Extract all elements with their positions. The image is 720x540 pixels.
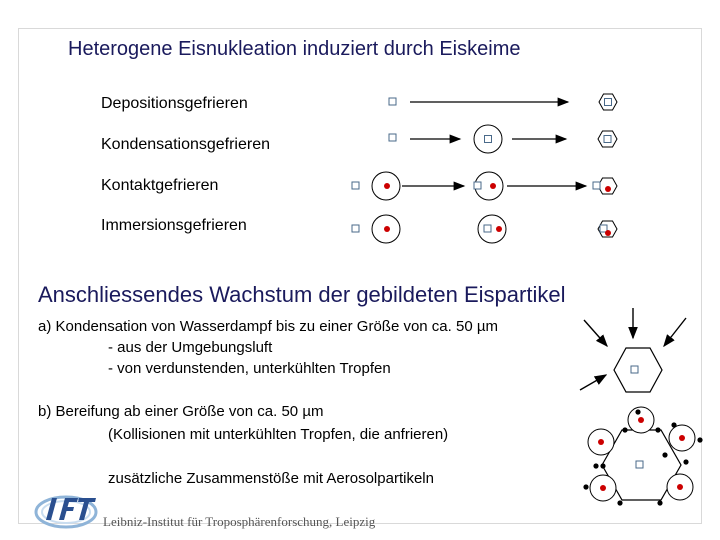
droplet-dot	[605, 186, 611, 192]
droplet-dot	[384, 183, 390, 189]
arrow-icon	[664, 318, 686, 346]
arrow-icon	[580, 375, 606, 390]
droplet-dot	[679, 435, 685, 441]
ice-nucleus-icon	[631, 366, 638, 373]
ice-nucleus-icon	[352, 225, 359, 232]
label-kondensationsgefrieren: Kondensationsgefrieren	[101, 136, 271, 153]
ice-nucleus-icon	[474, 182, 481, 189]
ice-nucleus-icon	[604, 136, 611, 143]
droplet-dot	[490, 183, 496, 189]
point-b-line2: (Kollisionen mit unterkühlten Tropfen, die anfrieren)	[108, 426, 449, 443]
growth-title: Anschliessendes Wachstum der gebildeten Eispartikel	[38, 282, 566, 307]
ift-logo-icon	[32, 488, 102, 532]
point-a-line3: - von verdunstenden, unterkühlten Tropfen	[108, 360, 391, 377]
ice-nucleus-icon	[485, 136, 492, 143]
ice-nucleus-icon	[389, 134, 396, 141]
riming-diagram	[583, 407, 702, 506]
ice-nucleus-icon	[389, 98, 396, 105]
condensation-row	[389, 125, 617, 153]
droplet-dot	[605, 230, 611, 236]
droplet-dot	[598, 439, 604, 445]
droplet-dot	[638, 417, 644, 423]
contact-row	[352, 172, 617, 200]
ice-nucleus-icon	[636, 461, 643, 468]
page-title: Heterogene Eisnukleation induziert durch Eiskeime	[68, 38, 521, 60]
point-a-line1: a) Kondensation von Wasserdampf bis zu einer Größe von ca. 50 µm	[38, 318, 498, 335]
droplet-dot	[677, 484, 683, 490]
immersion-row	[352, 215, 617, 243]
condensation-growth-diagram	[580, 308, 686, 392]
ice-nucleus-icon	[484, 225, 491, 232]
droplet-dot	[384, 226, 390, 232]
ice-nucleus-icon	[605, 99, 612, 106]
label-depositionsgefrieren: Depositionsgefrieren	[101, 95, 248, 112]
ice-nucleus-icon	[593, 182, 600, 189]
droplet-dot	[496, 226, 502, 232]
point-b-line1: b) Bereifung ab einer Größe von ca. 50 µm	[38, 403, 324, 420]
label-immersionsgefrieren: Immersionsgefrieren	[101, 217, 247, 234]
point-b-line3: zusätzliche Zusammenstöße mit Aerosolpartikeln	[108, 470, 434, 487]
label-kontaktgefrieren: Kontaktgefrieren	[101, 177, 219, 194]
droplet-dot	[600, 485, 606, 491]
point-a-line2: - aus der Umgebungsluft	[108, 339, 273, 356]
arrow-icon	[584, 320, 607, 346]
deposition-row	[389, 94, 617, 110]
ice-nucleus-icon	[352, 182, 359, 189]
footer-institute: Leibniz-Institut für Troposphärenforschung, Leipzig	[103, 514, 376, 529]
